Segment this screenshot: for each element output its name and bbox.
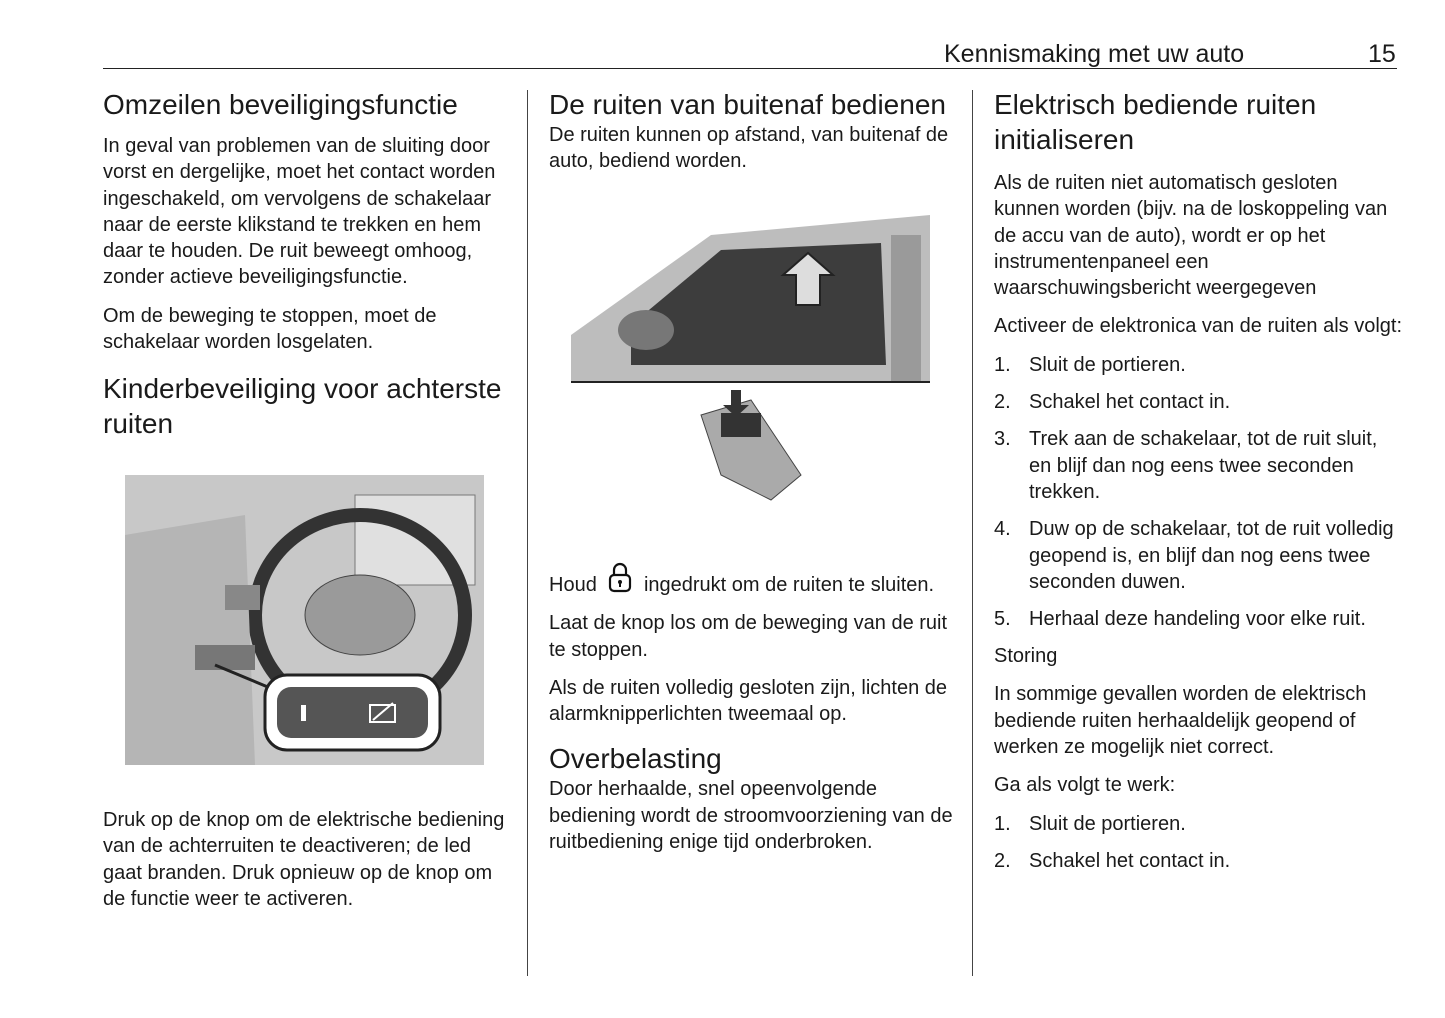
paragraph: Laat de knop los om de beweging van de ruit te stoppen. [549, 612, 948, 661]
heading-overload: Overbelasting [549, 743, 722, 775]
heading-bypass: Omzeilen beveiligingsfunctie [103, 89, 458, 120]
column-1 [103, 87, 513, 441]
column-2 [549, 87, 954, 175]
heading-remote-windows: De ruiten van buitenaf bedienen [549, 89, 946, 120]
lock-icon [608, 561, 632, 593]
child-lock-illustration [125, 475, 484, 765]
paragraph: Ga als volgt te werk: [994, 774, 1176, 797]
heading-initialise: Elektrisch bediende ruiten initialiseren [994, 89, 1317, 155]
paragraph: Druk op de knop om de elektrische bediening van de achterruiten te deactiveren; de led gaat branden. Druk opnieuw op de knop om de functie weer te activeren. [103, 809, 505, 910]
text: ingedrukt om de ruiten te sluiten. [643, 574, 935, 596]
paragraph: In sommige gevallen worden de elektrisch bediende ruiten herhaaldelijk geopend of werken ze mogelijk niet correct. [994, 683, 1367, 759]
car-window-keyfob-image [571, 215, 930, 505]
steps-list [994, 352, 1404, 633]
steps-list-2 [994, 811, 1404, 875]
subheading-fault: Storing [994, 645, 1058, 668]
list-item: 2. Schakel het contact in. [994, 849, 1231, 872]
dashboard-door-image [125, 475, 484, 765]
list-item: 4. Duw op de schakelaar, tot de ruit volledig geopend is, en blijf dan nog eens twee seconden duwen. [994, 518, 1394, 593]
list-item: 1. Sluit de portieren. [994, 812, 1186, 835]
paragraph: Als de ruiten volledig gesloten zijn, lichten de alarmknipperlichten tweemaal op. [549, 676, 948, 726]
column-divider [527, 90, 528, 976]
column-2-bottom [549, 548, 954, 855]
paragraph: De ruiten kunnen op afstand, van buitenaf de auto, bediend worden. [549, 124, 949, 173]
column-3 [994, 87, 1404, 885]
list-item: 2. Schakel het contact in. [994, 391, 1231, 414]
paragraph: In geval van problemen van de sluiting door vorst en dergelijke, moet het contact worden ingeschakeld, om vervolgens de schakelaar naar de eerste klikstand te trekken en hem daar te houden. De ruit beweegt omhoog, zonder actieve beveiligingsfunctie. [103, 135, 496, 289]
paragraph: Activeer de elektronica van de ruiten als volgt: [994, 315, 1402, 338]
list-item: 1. Sluit de portieren. [994, 353, 1186, 376]
header-rule [103, 68, 1397, 69]
paragraph: Om de beweging te stoppen, moet de schakelaar worden losgelaten. [103, 304, 437, 354]
paragraph: Als de ruiten niet automatisch gesloten kunnen worden (bijv. na de loskoppeling van de accu van de auto), wordt er op het instrumentenpaneel een waarschuwingsbericht weergegeven [994, 172, 1388, 300]
section-title: Kennismaking met uw auto [944, 40, 1245, 68]
remote-illustration [571, 215, 930, 505]
text: Houd [549, 574, 597, 596]
paragraph: Door herhaalde, snel opeenvolgende bediening wordt de stroomvoorziening van de ruitbediening enige tijd onderbroken. [549, 778, 953, 854]
list-item: 3. Trek aan de schakelaar, tot de ruit sluit, en blijf dan nog eens twee seconden trekken. [994, 428, 1378, 503]
heading-child-lock: Kinderbeveiliging voor achterste ruiten [103, 373, 502, 440]
column-divider [972, 90, 973, 976]
list-item: 5. Herhaal deze handeling voor elke ruit. [994, 608, 1366, 631]
page-number: 15 [1368, 40, 1396, 68]
column-1-bottom [103, 807, 513, 912]
